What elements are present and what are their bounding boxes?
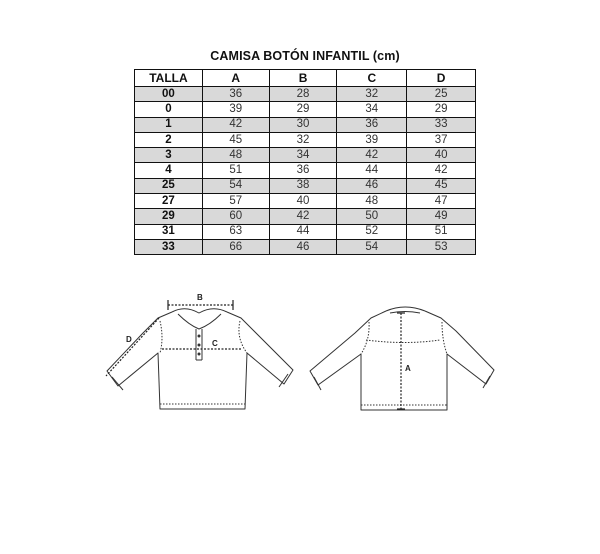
cell-b: 42	[269, 209, 337, 224]
cell-talla: 33	[135, 239, 203, 254]
shirt-back-illustration	[310, 307, 494, 410]
header-b: B	[269, 70, 337, 87]
cell-b: 34	[269, 148, 337, 163]
cell-d: 49	[407, 209, 476, 224]
cell-b: 29	[269, 102, 337, 117]
dimension-d-line	[106, 318, 159, 376]
cell-c: 50	[337, 209, 407, 224]
cell-c: 36	[337, 117, 407, 132]
cell-talla: 29	[135, 209, 203, 224]
cell-b: 28	[269, 87, 337, 102]
header-d: D	[407, 70, 476, 87]
cell-c: 42	[337, 148, 407, 163]
cell-talla: 1	[135, 117, 203, 132]
cell-b: 44	[269, 224, 337, 239]
chart-title: CAMISA BOTÓN INFANTIL (cm)	[210, 49, 400, 63]
cell-d: 45	[407, 178, 476, 193]
cell-c: 39	[337, 132, 407, 147]
cell-a: 60	[202, 209, 269, 224]
cell-d: 51	[407, 224, 476, 239]
cell-talla: 3	[135, 148, 203, 163]
cell-a: 66	[202, 239, 269, 254]
cell-d: 42	[407, 163, 476, 178]
cell-a: 54	[202, 178, 269, 193]
cell-c: 48	[337, 194, 407, 209]
cell-b: 36	[269, 163, 337, 178]
header-c: C	[337, 70, 407, 87]
cell-a: 57	[202, 194, 269, 209]
header-a: A	[202, 70, 269, 87]
cell-a: 42	[202, 117, 269, 132]
cell-d: 29	[407, 102, 476, 117]
cell-d: 33	[407, 117, 476, 132]
cell-b: 30	[269, 117, 337, 132]
cell-a: 45	[202, 132, 269, 147]
cell-talla: 00	[135, 87, 203, 102]
cell-c: 52	[337, 224, 407, 239]
cell-d: 25	[407, 87, 476, 102]
cell-c: 54	[337, 239, 407, 254]
cell-a: 63	[202, 224, 269, 239]
cell-a: 48	[202, 148, 269, 163]
cell-b: 38	[269, 178, 337, 193]
cell-a: 36	[202, 87, 269, 102]
cell-c: 46	[337, 178, 407, 193]
cell-a: 39	[202, 102, 269, 117]
header-talla: TALLA	[135, 70, 203, 87]
cell-c: 34	[337, 102, 407, 117]
dimension-a-label: A	[405, 364, 411, 373]
dimension-b-label: B	[197, 293, 203, 302]
cell-b: 46	[269, 239, 337, 254]
cell-talla: 0	[135, 102, 203, 117]
cell-b: 40	[269, 194, 337, 209]
cell-d: 40	[407, 148, 476, 163]
cell-b: 32	[269, 132, 337, 147]
cell-talla: 4	[135, 163, 203, 178]
cell-talla: 27	[135, 194, 203, 209]
cell-d: 53	[407, 239, 476, 254]
cell-talla: 25	[135, 178, 203, 193]
cell-talla: 2	[135, 132, 203, 147]
cell-c: 44	[337, 163, 407, 178]
cell-c: 32	[337, 87, 407, 102]
cell-talla: 31	[135, 224, 203, 239]
dimension-a-line	[397, 313, 405, 409]
dimension-c-label: C	[212, 339, 218, 348]
cell-d: 47	[407, 194, 476, 209]
dimension-d-label: D	[126, 335, 132, 344]
shirt-front-illustration	[107, 309, 293, 409]
cell-a: 51	[202, 163, 269, 178]
cell-d: 37	[407, 132, 476, 147]
